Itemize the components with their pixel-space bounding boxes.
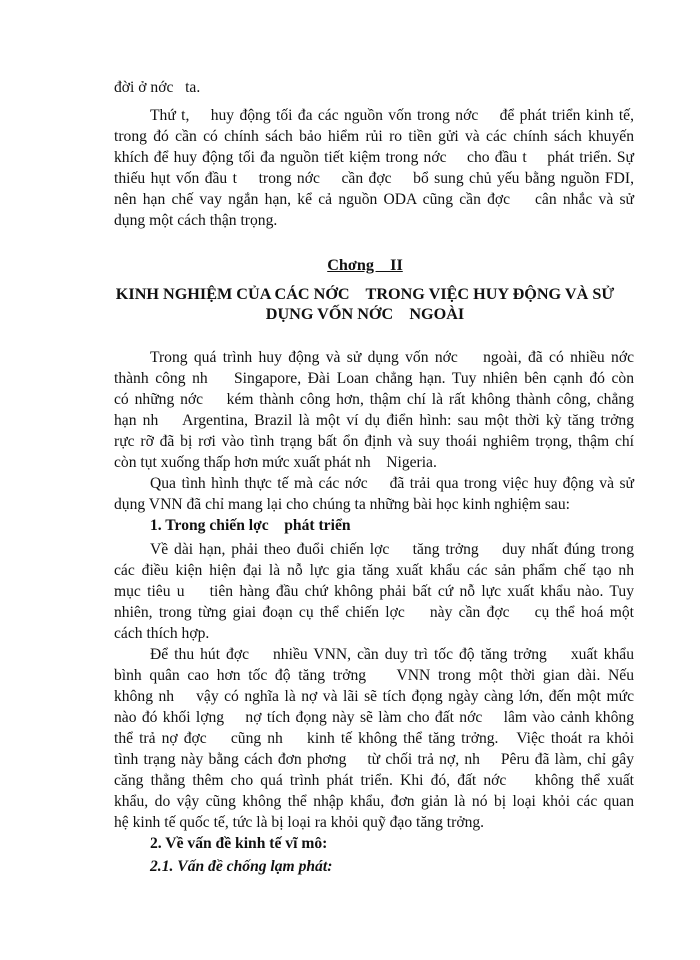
text-line: bình quân cao hơn tốc độ tăng trởng VNN trong một thời gian dài. Nếu [114, 667, 634, 684]
text-line: thiếu hụt vốn đầu t trong nớc cần đợc bổ sung chủ yếu bằng nguồn FDI, [114, 170, 634, 187]
text-line: rực rỡ đã bị rơi vào tình trạng bất ổn định và suy thoái nghiêm trọng, thậm chí [114, 433, 634, 450]
text-line: không nh vậy có nghĩa là nợ và lãi sẽ tích đọng ngày càng lớn, đến một mức [114, 688, 634, 705]
text-line: mục tiêu u tiên hàng đầu chứ không phải bất cứ nỗ lực xuất khẩu nào. Tuy [114, 583, 634, 600]
text-line: Về dài hạn, phải theo đuổi chiến lợc tăng trởng duy nhất đúng trong [150, 541, 634, 558]
text-line: Thứ t, huy động tối đa các nguồn vốn trong nớc để phát triển kinh tế, [150, 107, 634, 124]
chapter-label: Chơng II [327, 256, 403, 274]
text-line: Trong quá trình huy động và sử dụng vốn nớc ngoài, đã có nhiều nớc [150, 349, 634, 366]
chapter-title: DỤNG VỐN NỚC NGOÀI [265, 305, 465, 323]
section-heading: 1. Trong chiến lợc phát triển [150, 517, 351, 534]
text-line: còn tụt xuống thấp hơn mức xuất phát nh Nigeria. [114, 454, 437, 471]
text-line: Qua tình hình thực tế mà các nớc đã trải qua trong việc huy động và sử [150, 475, 634, 492]
text-line: thể trả nợ đợc cũng nh kinh tế không thể tăng trởng. Việc thoát ra khỏi [114, 730, 634, 747]
subsection-heading: 2.1. Vấn đề chống lạm phát: [150, 858, 333, 875]
text-line: dụng một cách thận trọng. [114, 212, 278, 229]
text-line: nhiên, trong từng giai đoạn cụ thể chiến lợc này cần đợc cụ thể hoá một [114, 604, 634, 621]
text-line: có những nớc kém thành công hơn, thậm chí là rất không thành công, chẳng [114, 391, 634, 408]
text-line: nào đó khối lợng nợ tích đọng này sẽ làm cho đất nớc lâm vào cảnh không [114, 709, 634, 726]
text-line: trong đó cần có chính sách bảo hiểm rủi ro tiền gửi và các chính sách khuyến [114, 128, 634, 145]
text-line: khích để huy động tối đa nguồn tiết kiệm trong nớc cho đầu t phát triển. Sự [114, 149, 634, 166]
text-line: cách thích hợp. [114, 625, 210, 642]
text-line: khẩu, do vậy cũng không thể nhập khẩu, đơn giản là nó bị loại khỏi các quan [114, 793, 634, 810]
text-line: hệ kinh tế quốc tế, tức là bị loại ra khỏi quỹ đạo tăng trởng. [114, 814, 485, 831]
text-line: nên hạn chế vay ngắn hạn, kể cả nguồn ODA cũng cần đợc cân nhắc và sử [114, 191, 634, 208]
text-line: Để thu hút đợc nhiều VNN, cần duy trì tốc độ tăng trởng xuất khẩu [150, 646, 634, 663]
section-heading: 2. Về vấn đề kinh tế vĩ mô: [150, 835, 328, 852]
text-line: căng thẳng thêm cho quá trình phát triển. Khi đó, đất nớc không thể xuất [114, 772, 634, 789]
text-line: thành công nh Singapore, Đài Loan chẳng hạn. Tuy nhiên bên cạnh đó còn [114, 370, 634, 387]
text-line: hạn nh Argentina, Brazil là một ví dụ điển hình: sau một thời kỳ tăng trởng [114, 412, 634, 429]
text-line: các điều kiện hiện đại là nỗ lực gia tăng xuất khẩu các sản phẩm chế tạo nh [114, 562, 634, 579]
text-line: đời ở nớc ta. [114, 79, 201, 96]
chapter-title: KINH NGHIỆM CỦA CÁC NỚC TRONG VIỆC HUY ĐỘNG VÀ SỬ [115, 285, 615, 303]
text-line: dụng VNN đã chỉ mang lại cho chúng ta những bài học kinh nghiệm sau: [114, 496, 570, 513]
text-line: tình trạng này bằng cách đơn phơng từ chối trả nợ, nh Pêru đã làm, chỉ gây [114, 751, 634, 768]
